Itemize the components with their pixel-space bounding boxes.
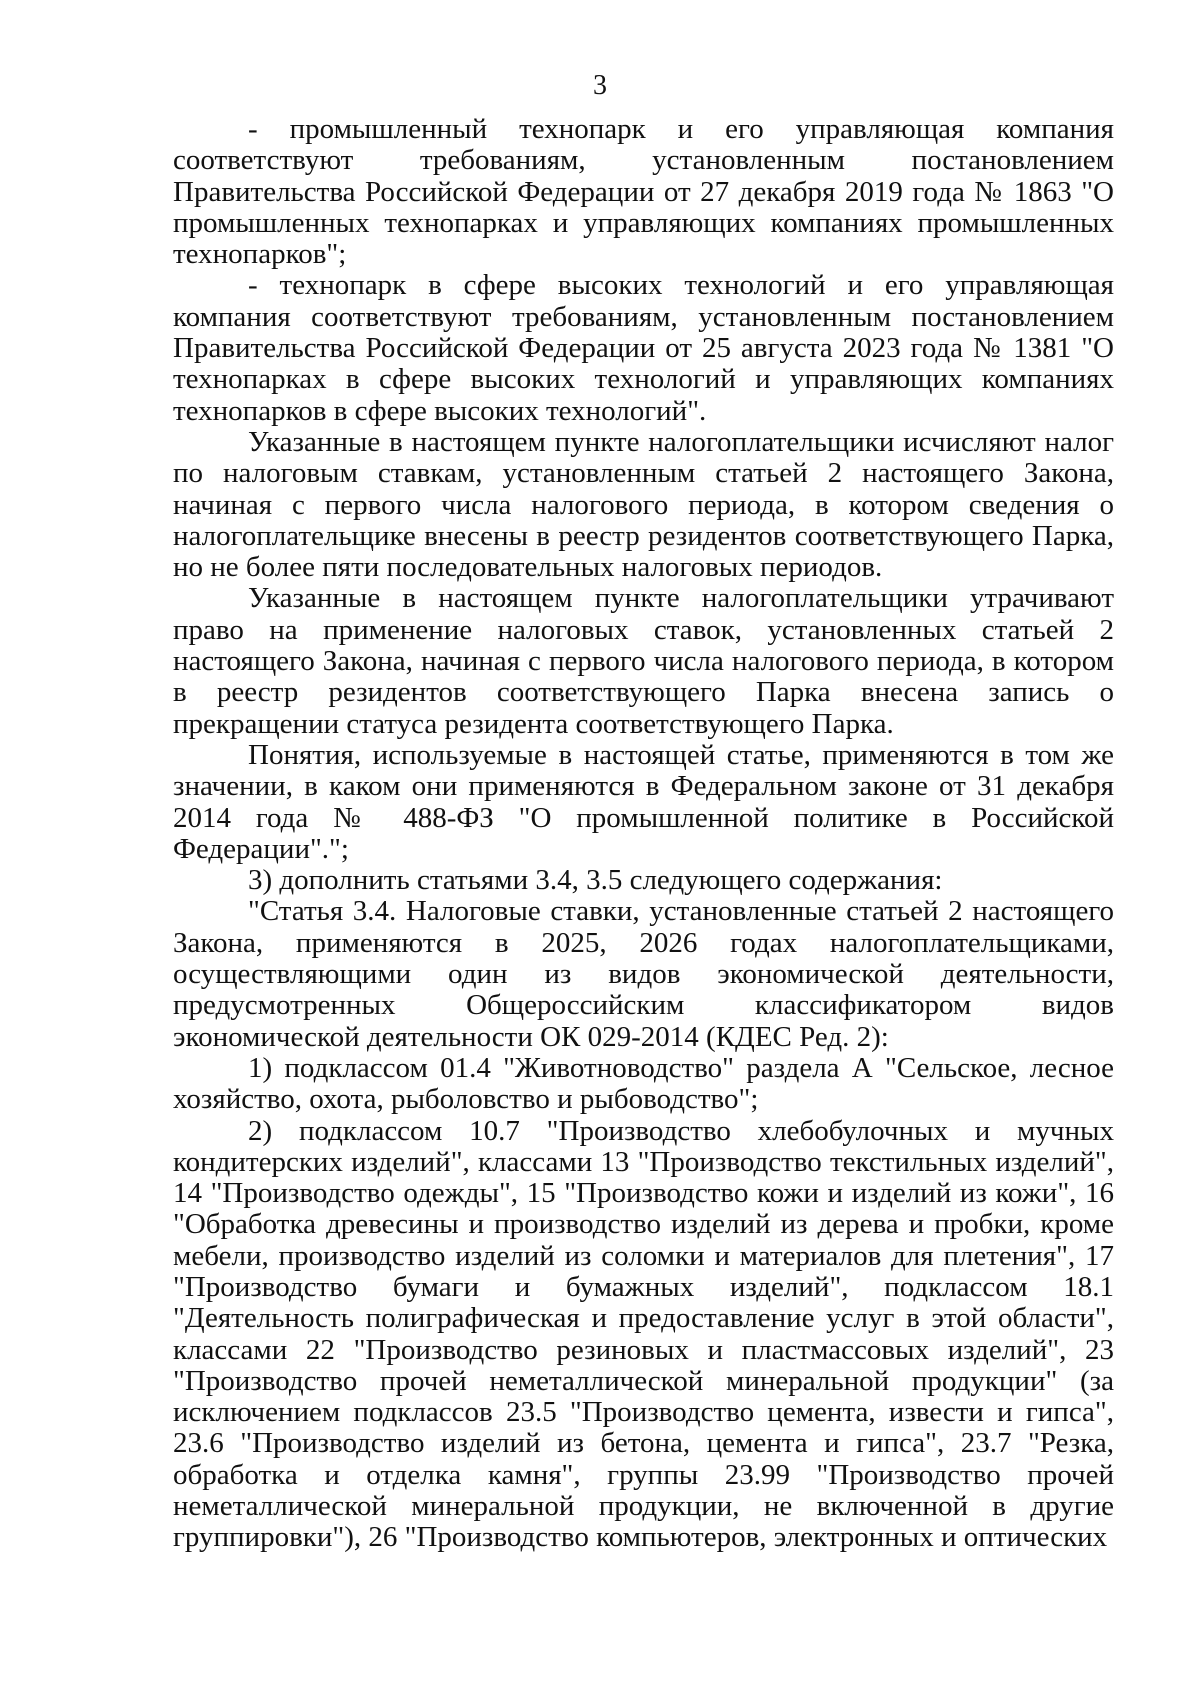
- page-number: 3: [593, 70, 607, 101]
- paragraph-hightech-technopark: - технопарк в сфере высоких технологий и его управляющая компания соответствуют требованиям, установленным постановлением Правительства Российской Федерации от 25 августа 2023 года № 1381 "О технопарках в сфере высоких технологий и управляющих компаниях технопарков в сфере высоких технологий".: [173, 269, 1114, 427]
- paragraph-definitions: Понятия, используемые в настоящей статье, применяются в том же значении, в каком они применяются в Федеральном законе от 31 декабря 2014 года № 488-ФЗ "О промышленной политике в Российской Федерации".";: [173, 738, 1114, 865]
- paragraph-subitem-1: 1) подклассом 01.4 "Животноводство" раздела А "Сельское, лесное хозяйство, охота, рыболовство и рыбоводство";: [173, 1051, 1114, 1116]
- paragraph-tax-rates-start: Указанные в настоящем пункте налогоплательщики исчисляют налог по налоговым ставкам, установленным статьей 2 настоящего Закона, начиная с первого числа налогового периода, в котором сведения о налогоплательщике внесены в реестр резидентов соответствующего Парка, но не более пяти последовательных налоговых периодов.: [173, 425, 1114, 584]
- paragraph-article-3-4: "Статья 3.4. Налоговые ставки, установленные статьей 2 настоящего Закона, применяются в 2025, 2026 годах налогоплательщиками, осуществляющими один из видов экономической деятельности, предусмотренных Общероссийским классификатором видов экономической деятельности ОК 029-2014 (КДЕС Ред. 2):: [173, 895, 1114, 1053]
- paragraph-industrial-technopark: - промышленный технопарк и его управляющая компания соответствуют требованиям, установленным постановлением Правительства Российской Федерации от 27 декабря 2019 года № 1863 "О промышленных технопарках и управляющих компаниях промышленных технопарков";: [173, 113, 1114, 271]
- paragraph-loss-of-right: Указанные в настоящем пункте налогоплательщики утрачивают право на применение налоговых ставок, установленных статьей 2 настоящего Закона, начиная с первого числа налогового периода, в котором в реестр резидентов соответствующего Парка внесена запись о прекращении статуса резидента соответствующего Парка.: [173, 582, 1114, 740]
- paragraph-amendment-item-3: 3) дополнить статьями 3.4, 3.5 следующего содержания:: [248, 864, 943, 897]
- paragraph-subitem-2: 2) подклассом 10.7 "Производство хлебобулочных и мучных кондитерских изделий", классами 13 "Производство текстильных изделий", 14 "Производство одежды", 15 "Производство кожи и изделий из кожи", 16 "Обработка древесины и производство изделий из дерева и пробки, кроме мебели, производство изделий из соломки и материалов для плетения", 17 "Производство бумаги и бумажных изделий", подклассом 18.1 "Деятельность полиграфическая и предоставление услуг в этой области", классами 22 "Производство резиновых и пластмассовых изделий", 23 "Производство прочей неметаллической минеральной продукции" (за исключением подклассов 23.5 "Производство цемента, извести и гипса", 23.6 "Производство изделий из бетона, цемента и гипса", 23.7 "Резка, обработка и отделка камня", группы 23.99 "Производство прочей неметаллической минеральной продукции, не включенной в другие группировки"), 26 "Производство компьютеров, электронных и оптических: [173, 1114, 1114, 1554]
- document-body: [173, 114, 1114, 1554]
